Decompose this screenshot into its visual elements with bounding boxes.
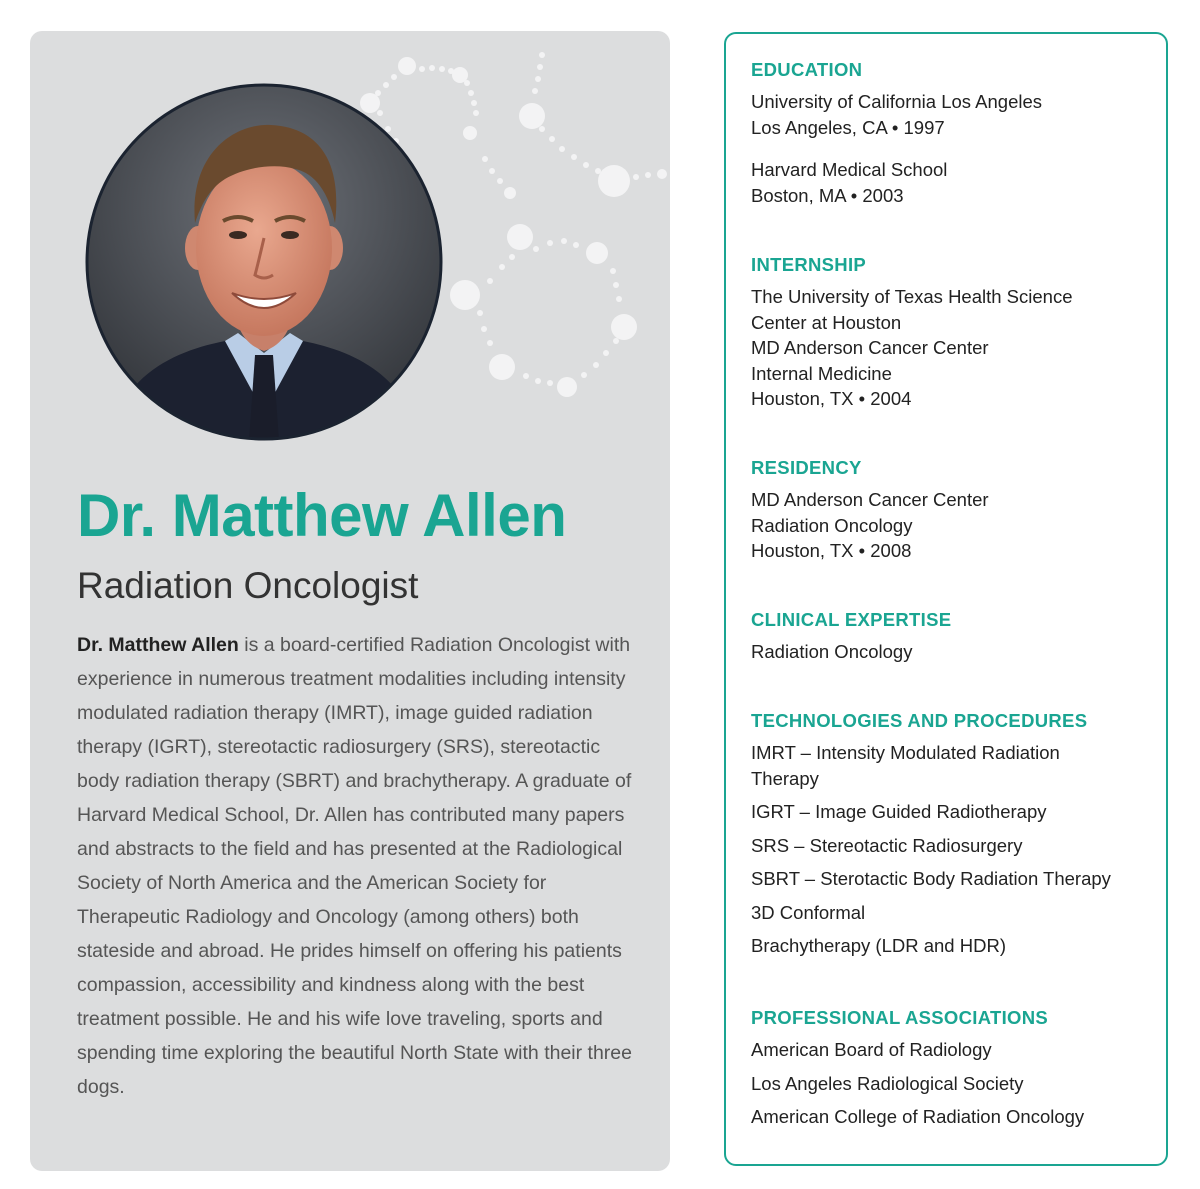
doctor-portrait-photo	[85, 83, 443, 441]
association-item: American Board of Radiology	[751, 1039, 992, 1060]
education-section	[751, 59, 1156, 208]
doctor-name: Dr. Matthew Allen	[77, 482, 567, 549]
internship-line: Center at Houston	[751, 311, 902, 333]
technologies-section	[751, 710, 1156, 959]
education-heading: EDUCATION	[751, 59, 863, 80]
association-item: American College of Radiation Oncology	[751, 1106, 1085, 1127]
residency-line: Houston, TX • 2008	[751, 540, 912, 561]
residency-line: MD Anderson Cancer Center	[751, 489, 989, 510]
internship-line: The University of Texas Health Science	[751, 286, 1073, 307]
technologies-heading: TECHNOLOGIES AND PROCEDURES	[751, 710, 1088, 731]
residency-section	[751, 457, 1156, 564]
education-entry	[751, 157, 1156, 208]
internship-section	[751, 254, 1156, 412]
credentials-panel	[724, 32, 1168, 1166]
education-school: Harvard Medical School	[751, 159, 948, 180]
internship-entry	[751, 284, 1156, 412]
bio-text: is a board-certified Radiation Oncologist with experience in numerous treatment modalities including intensity modulated radiation therapy (IMRT), image guided radiation therapy (IGRT), stereotactic radiosurgery (SRS), stereotactic body radiation therapy (SBRT) and brachytherapy. A graduate of Harvard Medical School, Dr. Allen has contributed many papers and abstracts to the field and has presented at the Radiological Society of North America and the American Society for Therapeutic Radiology and Oncology (among others) both stateside and abroad. He prides himself on offering his patients compassion, accessibility and kindness along with the best treatment possible. He and his wife love traveling, sports and spending time exploring the beautiful North State with their three dogs.	[77, 634, 632, 1098]
internship-line: MD Anderson Cancer Center	[751, 337, 989, 358]
education-school: University of California Los Angeles	[751, 91, 1043, 112]
associations-section	[751, 1007, 1156, 1130]
technology-item: SRS – Stereotactic Radiosurgery	[751, 834, 1023, 856]
profile-card	[30, 31, 670, 1171]
education-entry	[751, 89, 1156, 140]
technology-item: SBRT – Sterotactic Body Radiation Therapy	[751, 868, 1111, 889]
technology-item: Brachytherapy (LDR and HDR)	[751, 935, 1006, 956]
internship-heading: INTERNSHIP	[751, 254, 867, 275]
education-location-year: Boston, MA • 2003	[751, 184, 904, 206]
residency-entry	[751, 487, 1156, 564]
technology-item: 3D Conformal	[751, 901, 866, 923]
association-item: Los Angeles Radiological Society	[751, 1072, 1024, 1094]
clinical-expertise-section	[751, 609, 1156, 665]
associations-heading: PROFESSIONAL ASSOCIATIONS	[751, 1007, 1049, 1028]
internship-line: Houston, TX • 2004	[751, 388, 912, 409]
technology-item: IMRT – Intensity Modulated Radiation Therapy	[751, 742, 1060, 789]
bio-doctor-name: Dr. Matthew Allen	[77, 634, 239, 656]
education-location-year: Los Angeles, CA • 1997	[751, 116, 945, 138]
residency-heading: RESIDENCY	[751, 457, 862, 478]
technology-item: IGRT – Image Guided Radiotherapy	[751, 801, 1047, 822]
residency-line: Radiation Oncology	[751, 514, 913, 536]
doctor-biography	[77, 628, 637, 1104]
internship-line: Internal Medicine	[751, 362, 892, 384]
clinical-expertise-heading: CLINICAL EXPERTISE	[751, 609, 952, 630]
expertise-item: Radiation Oncology	[751, 641, 913, 662]
doctor-specialty: Radiation Oncologist	[77, 565, 419, 606]
